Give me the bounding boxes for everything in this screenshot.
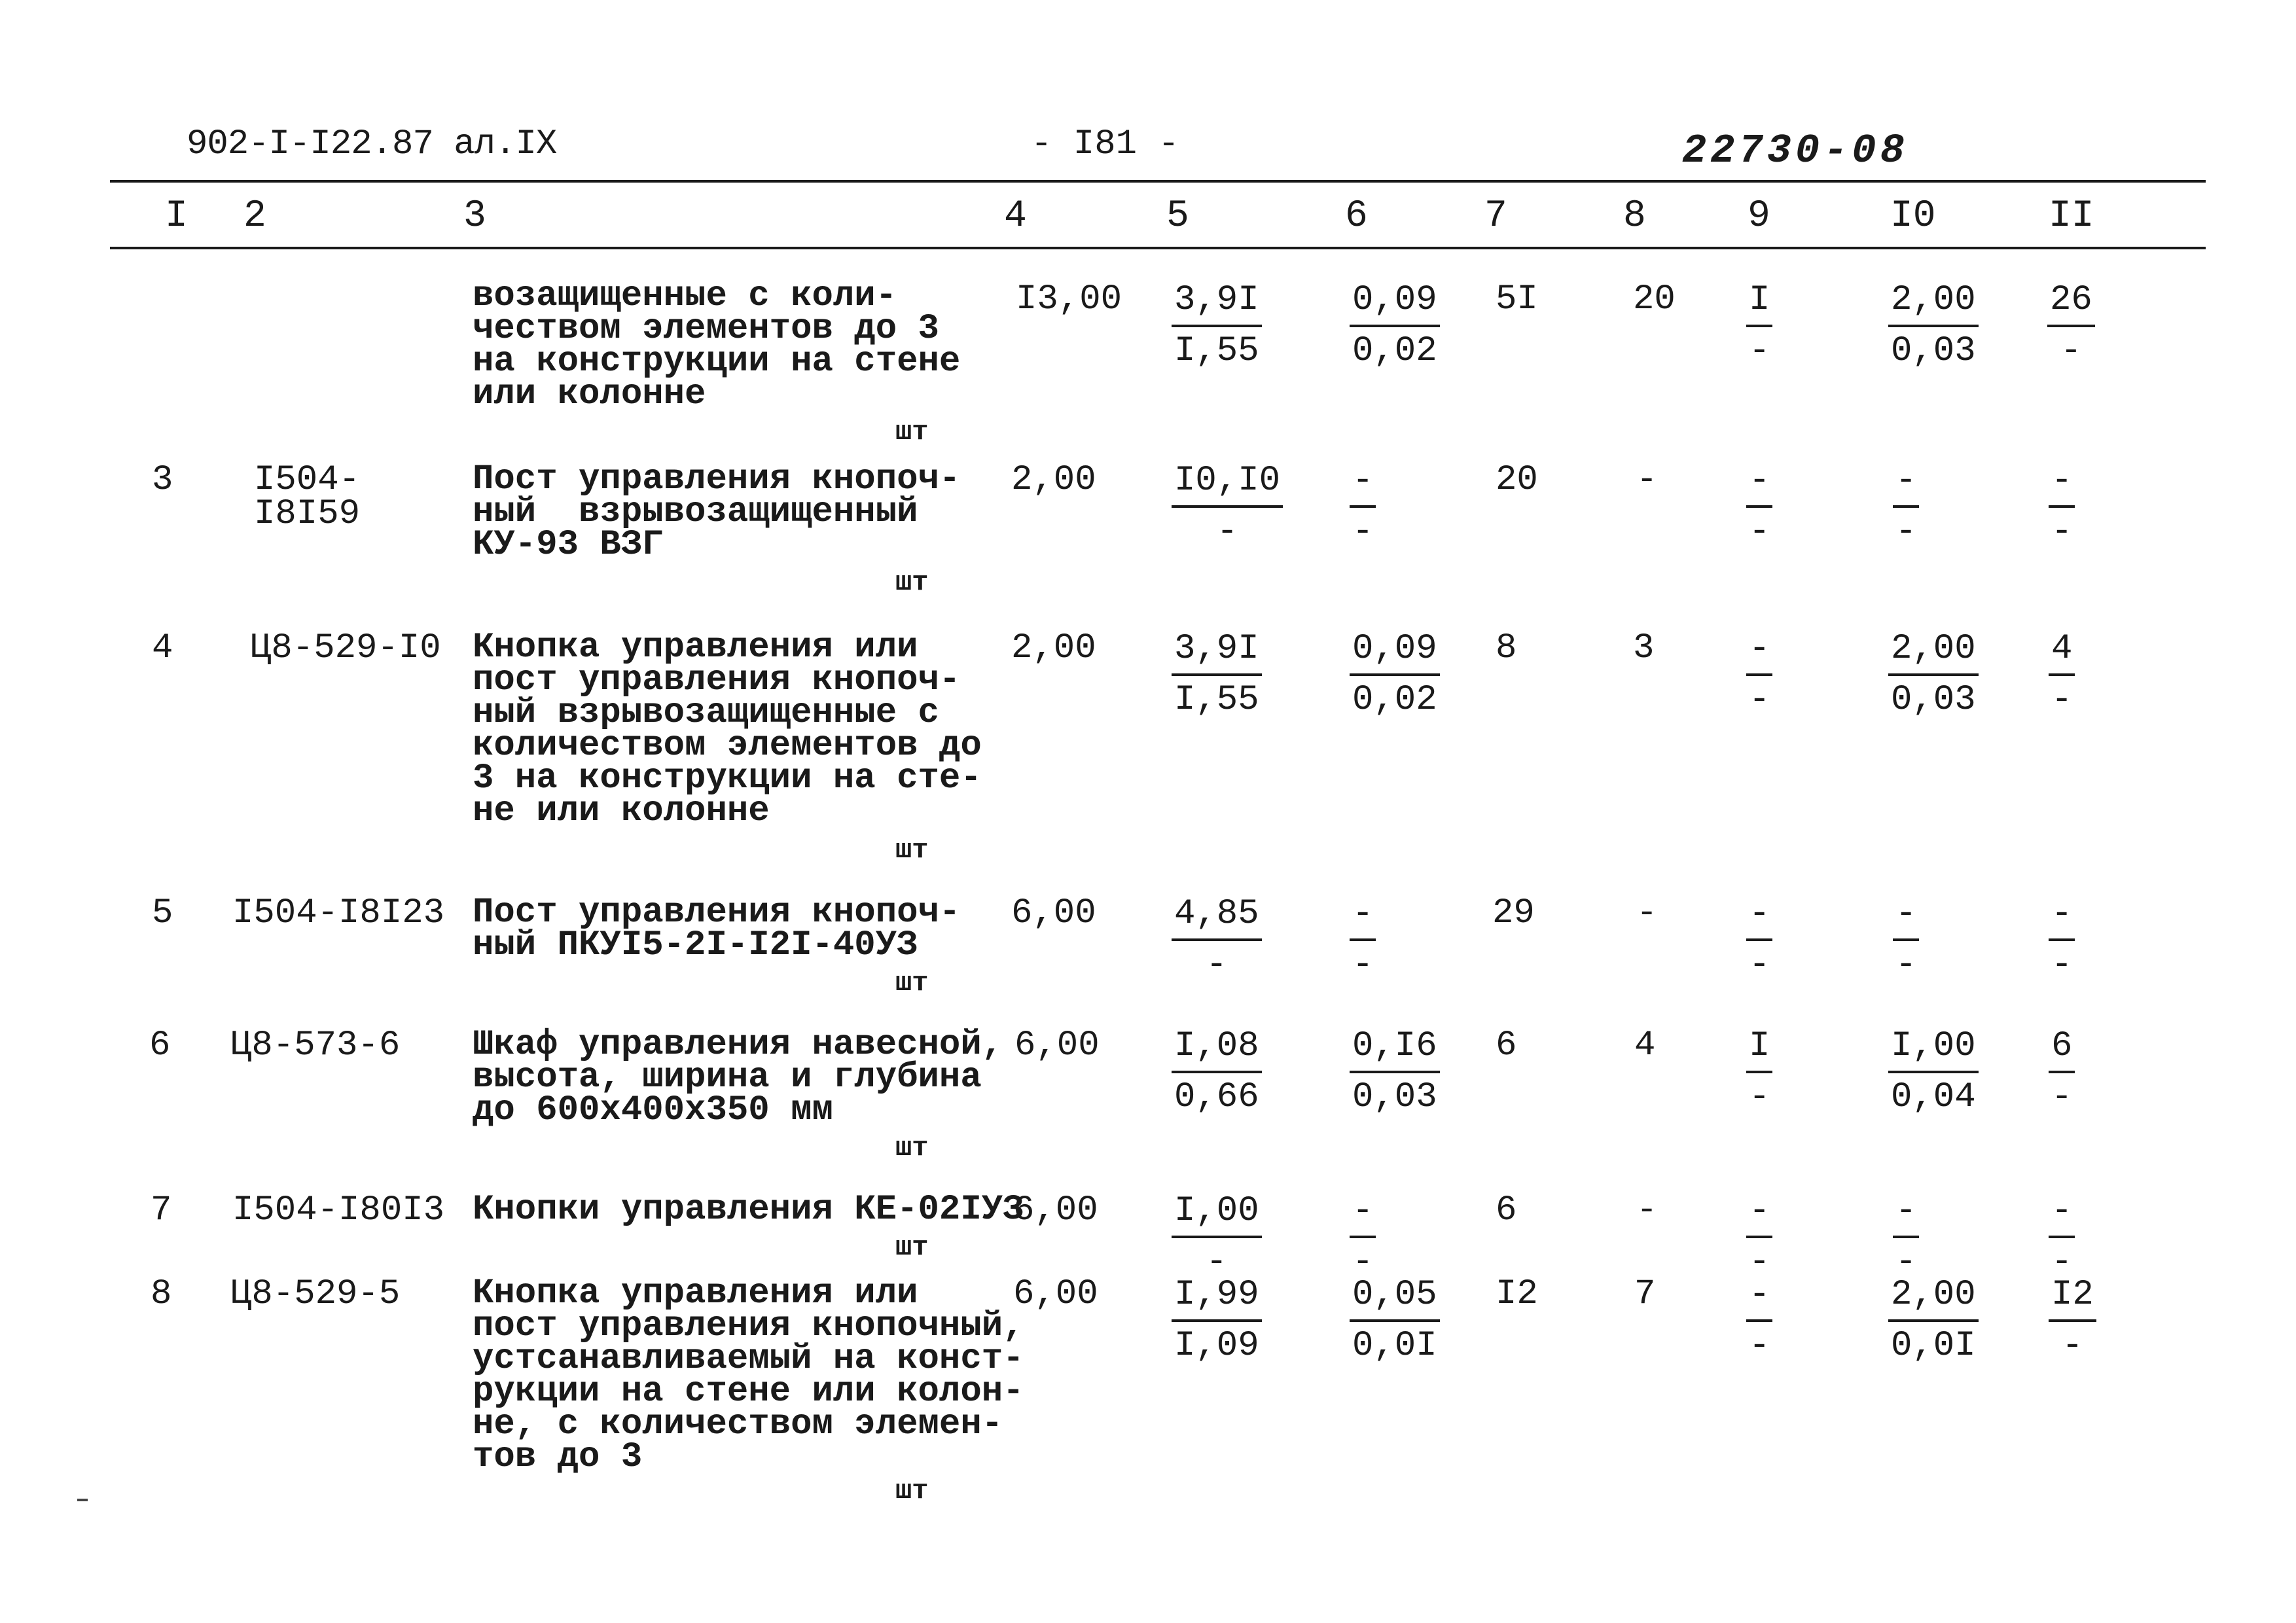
top-rule [110,180,2206,183]
item-description: Кнопки управления КЕ-02IУЗ [473,1190,1024,1230]
value-fraction: - - [1746,625,1772,724]
row-number: 5 [152,893,173,933]
value-fraction: 6 - [2049,1022,2075,1122]
value-cell: I2 [1496,1274,1538,1314]
header-rule [110,247,2206,249]
item-unit: шт [895,567,929,598]
value-fraction: I - [1746,1022,1772,1122]
value-fraction: $\frac{I,99}{I,09}$ [1172,1271,1262,1370]
item-quantity: 6,00 [1013,1274,1098,1314]
item-code: Ц8-529-I0 [250,628,441,668]
value-cell: - [1636,460,1658,500]
value-cell: 20 [1496,460,1538,500]
item-quantity: 6,00 [1014,1026,1100,1065]
value-fraction: $\frac{I,08}{0,66}$ [1172,1022,1262,1122]
value-fraction: - - [1893,890,1919,990]
value-fraction: - - [2049,1187,2075,1287]
value-fraction: 26 - [2047,276,2095,376]
value-fraction: $\frac{2,00}{0,03}$ [1888,276,1979,376]
value-cell: 6 [1496,1190,1517,1230]
item-quantity: 6,00 [1011,893,1096,933]
value-fraction: $\frac{2,00}{0,03}$ [1888,625,1979,724]
item-description: возащищенные с коли- чеством элементов до 3 на конструкции на стене или колонне [473,276,961,414]
value-fraction: - - [1746,457,1772,556]
column-header: 7 [1484,195,1507,238]
column-header: I0 [1890,195,1936,238]
value-fraction: $\frac{0,09}{0,02}$ [1350,276,1440,376]
row-number: 3 [152,460,173,500]
column-header: 8 [1623,195,1646,238]
item-unit: шт [895,1232,929,1263]
document-number: 22730-08 [1682,128,1909,174]
item-code: Ц8-573-6 [230,1026,401,1065]
value-fraction: $\frac{0,09}{0,02}$ [1350,625,1440,724]
column-header: II [2049,195,2094,238]
value-fraction: - - [1746,890,1772,990]
item-description: Пост управления кнопоч- ный ПКУI5-2I-I2I-40УЗ [473,893,961,965]
value-fraction: $\frac{3,9I}{I,55}$ [1172,625,1262,724]
value-fraction: $\frac{I,00}{0,04}$ [1888,1022,1979,1122]
value-fraction: - - [1350,457,1376,556]
value-fraction: 4 - [2049,625,2075,724]
row-number: 4 [152,628,173,668]
value-fraction: - - [1893,1187,1919,1287]
value-cell: 7 [1634,1274,1656,1314]
value-fraction: $\frac{2,00}{0,0I}$ [1888,1271,1979,1370]
value-cell: 3 [1633,628,1655,668]
value-cell: - [1636,1190,1658,1230]
item-unit: шт [895,834,929,866]
value-cell: 4 [1634,1026,1656,1065]
item-quantity: 6,00 [1013,1190,1098,1230]
value-fraction: I,00 - [1172,1187,1262,1287]
item-description: Пост управления кнопоч- ный взрывозащищенный КУ-93 ВЗГ [473,459,961,565]
value-fraction: $\frac{0,I6}{0,03}$ [1350,1022,1440,1122]
value-cell: 6 [1496,1026,1517,1065]
item-description: Кнопка управления или пост управления кнопочный, устсанавливаемый на конст- рукции на стене или колон- не, с количеством элемен- тов до 3 [473,1274,1024,1477]
item-code: I504-I8I23 [232,893,445,933]
item-unit: шт [895,416,929,448]
item-quantity: 2,00 [1011,460,1096,500]
value-fraction: - - [2049,890,2075,990]
value-fraction: $\frac{0,05}{0,0I}$ [1350,1271,1440,1370]
scan-mark [77,1499,88,1501]
item-unit: шт [895,1475,929,1507]
value-fraction: - - [1350,890,1376,990]
item-code: Ц8-529-5 [230,1274,401,1314]
column-header: 2 [243,195,266,238]
column-header: 9 [1748,195,1770,238]
value-fraction: - - [1350,1187,1376,1287]
value-cell: 20 [1633,279,1676,319]
column-header: 3 [463,195,486,238]
column-header: 6 [1345,195,1368,238]
value-fraction: I2 - [2049,1271,2096,1370]
item-quantity: 2,00 [1011,628,1096,668]
value-fraction: I - [1746,276,1772,376]
row-number: 7 [151,1190,172,1230]
value-fraction: - - [1746,1271,1772,1370]
row-number: 6 [149,1026,171,1065]
item-code: I504-I80I3 [232,1190,445,1230]
value-cell: 5I [1496,279,1538,319]
row-number: 8 [151,1274,172,1314]
item-code: I504- I8I59 [254,460,361,534]
value-fraction: - - [1893,457,1919,556]
column-header: 4 [1004,195,1027,238]
page-number: - I81 - [1031,124,1179,164]
item-description: Шкаф управления навесной, высота, ширина и глубина до 600х400х350 мм [473,1025,1003,1130]
value-fraction: - - [2049,457,2075,556]
value-fraction: I0,I0 - [1172,457,1283,556]
item-unit: шт [895,1132,929,1164]
value-fraction: - - [1746,1187,1772,1287]
value-cell: 8 [1496,628,1517,668]
value-fraction: 4,85 - [1172,890,1262,990]
column-header: I [165,195,188,238]
value-cell: 29 [1492,893,1535,933]
column-header: 5 [1166,195,1189,238]
value-fraction: $\frac{3,9I}{I,55}$ [1172,276,1262,376]
document-code: 902-I-I22.87 ал.IX [187,124,557,164]
item-quantity: I3,00 [1016,279,1122,319]
value-cell: - [1636,893,1658,933]
item-description: Кнопка управления или пост управления кнопоч- ный взрывозащищенные с количеством элементов до 3 на конструкции на сте- не или колонне [473,628,982,831]
item-unit: шт [895,967,929,999]
